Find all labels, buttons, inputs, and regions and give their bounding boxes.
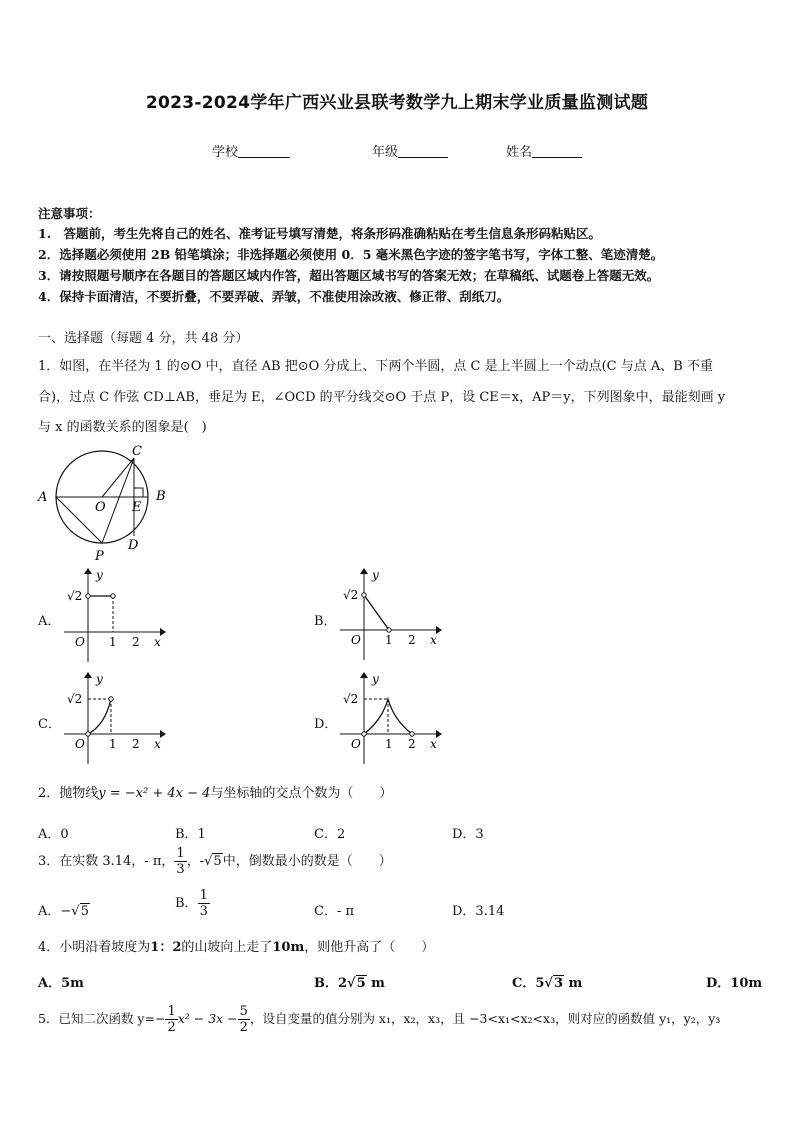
svg-text:1: 1 <box>109 737 117 751</box>
school-field[interactable]: 学校 <box>212 141 290 160</box>
svg-text:x: x <box>154 635 161 649</box>
svg-text:x: x <box>430 633 437 647</box>
q3-option-d[interactable]: D．3.14 <box>452 904 505 919</box>
q4-option-a[interactable]: A．5m <box>38 976 84 991</box>
label-b: B <box>156 489 166 504</box>
svg-text:1: 1 <box>385 633 393 647</box>
grade-field[interactable]: 年级 <box>372 141 448 160</box>
note-2: 2．选择题必须使用 2B 铅笔填涂；非选择题必须使用 0．5 毫米黑色字迹的签字笔书写，字体工整、笔迹清楚。 <box>38 247 664 262</box>
label-o: O <box>95 500 106 515</box>
note-1: 1. 答题前，考生先将自己的姓名、准考证号填写清楚，将条形码准确粘贴在考生信息条形码粘贴区。 <box>38 226 602 241</box>
circle-figure <box>36 440 176 566</box>
q4-option-b[interactable]: B．2√5 m <box>314 976 385 991</box>
q1-option-b-label: B． <box>314 614 337 629</box>
q2-formula: y = −x² + 4x − 4 <box>98 786 211 801</box>
svg-text:O: O <box>75 737 85 751</box>
svg-text:√2: √2 <box>67 692 83 706</box>
svg-text:O: O <box>351 633 361 647</box>
note-3: 3．请按照题号顺序在各题目的答题区域内作答，超出答题区域书写的答案无效；在草稿纸、试题卷上答题无效。 <box>38 268 660 283</box>
q2-option-a[interactable]: A．0 <box>38 827 69 842</box>
svg-text:1: 1 <box>109 635 117 649</box>
svg-text:y: y <box>372 568 379 582</box>
svg-text:x: x <box>154 737 161 751</box>
section-heading: 一、选择题（每题 4 分，共 48 分） <box>38 331 249 346</box>
svg-text:2: 2 <box>408 633 416 647</box>
q1-option-a-label: A． <box>38 614 61 629</box>
q1-graph-c[interactable] <box>60 670 170 766</box>
svg-text:x: x <box>430 737 437 751</box>
q2-option-b[interactable]: B．1 <box>175 827 206 842</box>
svg-text:O: O <box>351 737 361 751</box>
page-title: 2023-2024学年广西兴业县联考数学九上期末学业质量监测试题 <box>145 93 649 113</box>
q1-line-1: 1．如图，在半径为 1 的⊙O 中，直径 AB 把⊙O 分成上、下两个半圆，点 C 是上半圆上一个动点(C 与点 A、B 不重 <box>38 359 713 374</box>
q1-line-3: 与 x 的函数关系的图象是( ) <box>38 420 207 435</box>
q3-option-a[interactable]: A．−√5 <box>38 904 89 919</box>
svg-text:y: y <box>96 568 103 582</box>
q1-line-2: 合)，过点 C 作弦 CD⊥AB，垂足为 E，∠OCD 的平分线交⊙O 于点 P，设 CE＝x，AP＝y，下列图象中，最能刻画 y <box>38 390 726 405</box>
q4-option-d[interactable]: D．10m <box>706 976 763 991</box>
svg-text:y: y <box>372 672 379 686</box>
q1-option-c-label: C． <box>38 717 61 732</box>
label-e: E <box>132 500 142 515</box>
q3-stem: 3．在实数 3.14，- π， $\frac{1}{3}$ ，-√5中，倒数最小的数是（ ） <box>38 846 392 877</box>
q2-option-d[interactable]: D．3 <box>452 827 484 842</box>
svg-text:√2: √2 <box>67 589 83 603</box>
q1-graph-a[interactable] <box>60 566 170 662</box>
q3-option-c[interactable]: C．- π <box>314 904 355 919</box>
svg-text:√2: √2 <box>343 588 359 602</box>
q3-option-b[interactable]: B． $\frac{1}{3}$ <box>175 888 208 919</box>
svg-text:2: 2 <box>132 635 140 649</box>
label-c: C <box>132 444 142 459</box>
q1-graph-d[interactable] <box>336 670 446 766</box>
q2-option-c[interactable]: C．2 <box>314 827 346 842</box>
notes-heading: 注意事项： <box>38 206 101 221</box>
q2-stem: 2．抛物线y = −x² + 4x − 4与坐标轴的交点个数为（ ） <box>38 786 393 801</box>
q4-stem: 4．小明沿着坡度为1：2的山坡向上走了10m，则他升高了（ ） <box>38 940 435 955</box>
svg-text:O: O <box>75 635 85 649</box>
svg-text:y: y <box>96 672 103 686</box>
q1-option-d-label: D． <box>314 717 338 732</box>
svg-text:√2: √2 <box>343 692 359 706</box>
q1-graph-b[interactable] <box>336 566 446 662</box>
label-p: P <box>95 549 104 564</box>
svg-text:1: 1 <box>385 737 393 751</box>
svg-text:2: 2 <box>408 737 416 751</box>
q5-stem: 5．已知二次函数 y=− $\frac{1}{2}$ x² − 3x − $\frac{5}{2}$ ，设自变量的值分别为 x₁，x₂，x₃，且 −3<x₁<x₂<x₃，则对应的函数值 y₁，y₂，y₃ <box>38 1004 721 1035</box>
svg-text:2: 2 <box>132 737 140 751</box>
note-4: 4．保持卡面清洁，不要折叠，不要弄破、弄皱，不准使用涂改液、修正带、刮纸刀。 <box>38 289 510 304</box>
q4-option-c[interactable]: C．5√3 m <box>512 976 583 991</box>
label-d: D <box>128 538 139 553</box>
label-a: A <box>38 490 48 505</box>
name-field[interactable]: 姓名 <box>506 141 582 160</box>
